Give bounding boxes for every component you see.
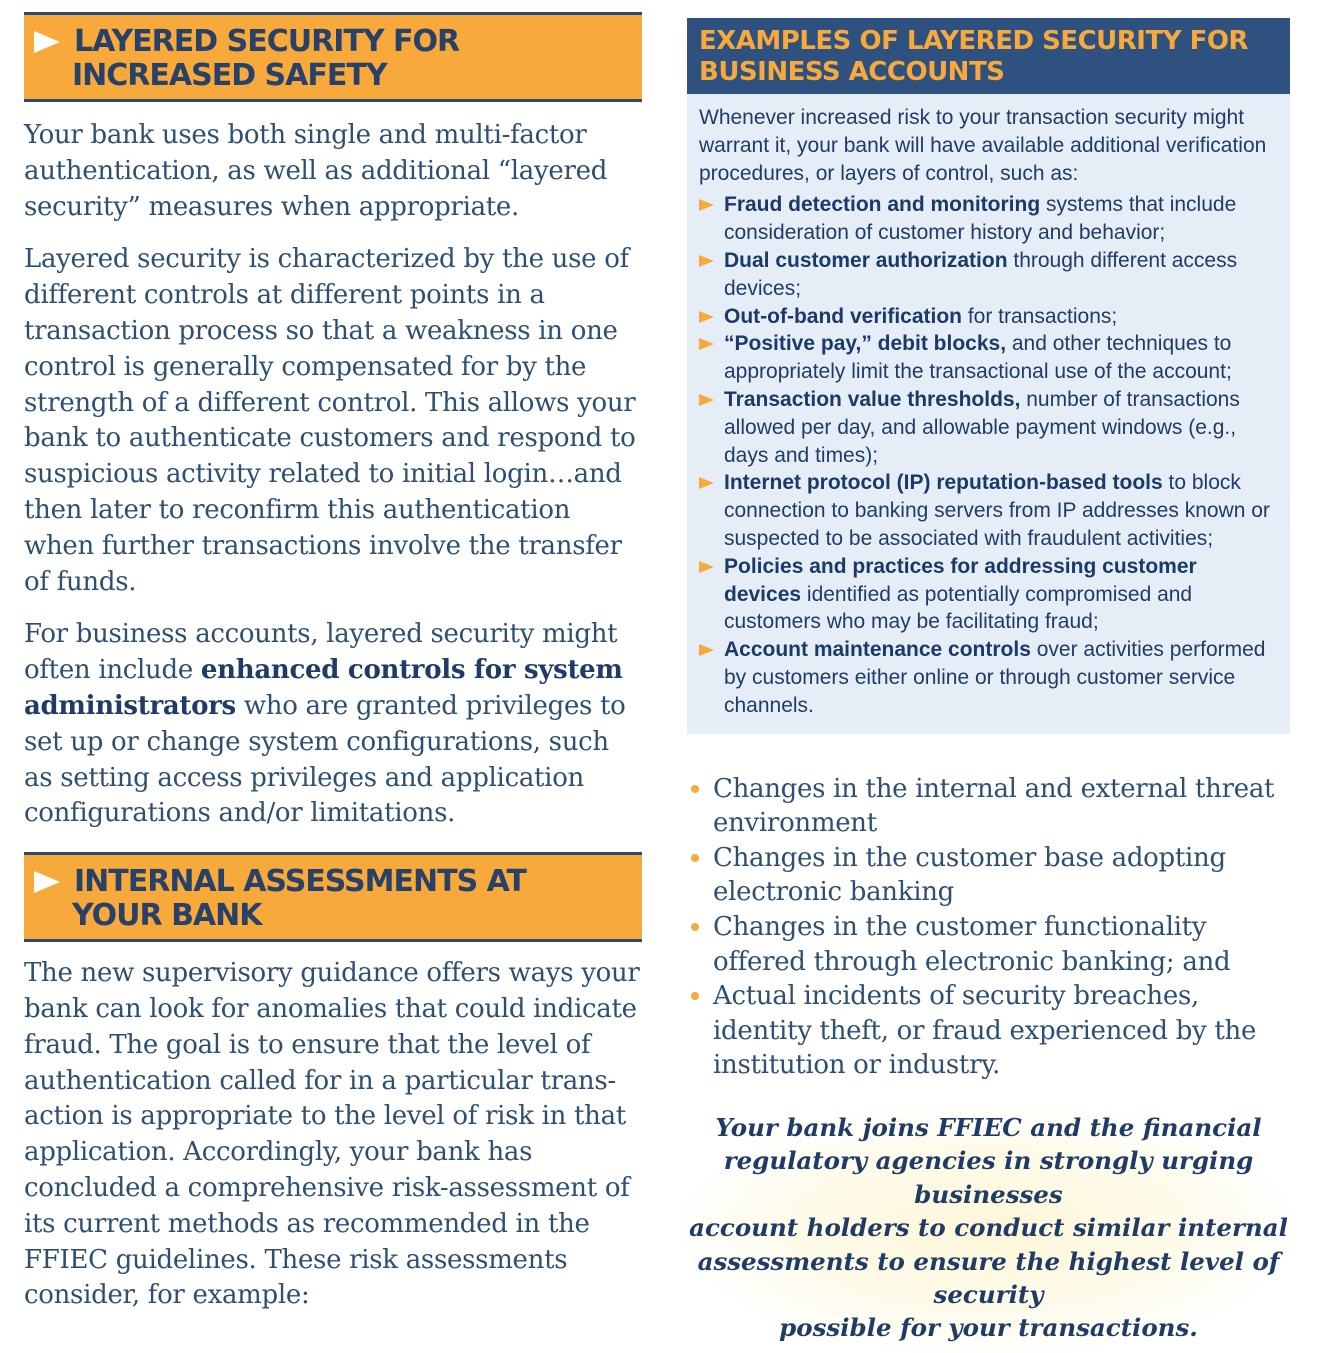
internal-paragraph: The new supervisory guidance offers ways your bank can look for anomalies that could indicate fraud. The goal is to ensure that the level of authentication called for in a particular trans-action is appropriate to the level of risk in that application. Accordingly, your bank has concluded a comprehensive risk-assessment of its current methods as recommended in the FFIEC guidelines. These risk assessments consider, for example: xyxy=(24,958,640,1311)
right-column xyxy=(687,18,1290,1353)
item-text: for transactions; xyxy=(962,304,1118,328)
closing-line: Your bank joins FFIEC and the financial xyxy=(715,1112,1262,1142)
arrow-bullet-icon xyxy=(699,199,714,211)
item-bold: Out-of-band verification xyxy=(724,304,962,328)
paragraph-text: For business accounts, layered security might often include xyxy=(24,619,618,686)
title-line: INTERNAL ASSESSMENTS AT xyxy=(74,864,526,900)
item-text: Actual incidents of security breaches, identity theft, or fraud experienced by the institution or industry. xyxy=(713,981,1257,1081)
item-bold: Policies and practices for addressing customer devices xyxy=(724,554,1197,606)
examples-list xyxy=(699,191,1274,719)
internal-assessments-header xyxy=(24,852,642,942)
list-item xyxy=(699,386,1274,469)
layered-security-title xyxy=(74,25,630,93)
arrow-bullet-icon xyxy=(699,311,714,323)
list-item xyxy=(699,303,1274,331)
title-line: EXAMPLES OF LAYERED SECURITY FOR xyxy=(699,26,1248,56)
bullet-dot-icon xyxy=(691,923,699,931)
examples-body xyxy=(687,94,1290,734)
item-bold: Internet protocol (IP) reputation-based tools xyxy=(724,471,1163,495)
item-text: number of transactions allowed per day, and allowable payment windows (e.g., days and times); xyxy=(724,387,1240,467)
layered-security-header xyxy=(24,12,642,102)
title-line: LAYERED SECURITY FOR xyxy=(74,24,460,59)
paragraph-text: who are granted privileges to set up or change system configurations, such as setting access privileges and application configurations and/or limitations. xyxy=(24,690,626,829)
item-bold: Fraud detection and monitoring xyxy=(724,193,1041,217)
item-bold: Transaction value thresholds, xyxy=(724,387,1021,411)
arrow-bullet-icon xyxy=(699,477,714,489)
list-item xyxy=(699,469,1274,552)
closing-line: possible for your transactions. xyxy=(779,1313,1198,1343)
arrow-icon xyxy=(34,871,60,893)
list-item xyxy=(687,979,1290,1083)
list-item xyxy=(687,910,1290,979)
arrow-bullet-icon xyxy=(699,338,714,350)
examples-box xyxy=(687,18,1290,734)
list-item xyxy=(699,553,1274,636)
list-item xyxy=(699,247,1274,303)
list-item xyxy=(687,841,1290,910)
item-text: to block connection to banking servers from IP addresses known or suspected to be associated with fraudulent activities; xyxy=(724,471,1270,550)
item-bold: “Positive pay,” debit blocks, xyxy=(724,332,1007,356)
item-text: Changes in the customer base adopting electronic banking xyxy=(713,842,1226,908)
left-column xyxy=(24,12,642,1314)
layered-paragraph-3 xyxy=(24,617,642,832)
closing-line: assessments to ensure the highest level of security xyxy=(697,1246,1280,1309)
closing-statement xyxy=(687,1105,1290,1353)
examples-intro: Whenever increased risk to your transaction security might warrant it, your bank will have available additional verification procedures, or layers of control, such as: xyxy=(699,106,1267,185)
closing-line: account holders to conduct similar internal xyxy=(689,1213,1288,1243)
arrow-icon xyxy=(34,31,60,53)
bullet-dot-icon xyxy=(691,785,699,793)
item-text: identified as potentially compromised and customers who may be facilitating fraud; xyxy=(724,582,1193,634)
item-text: Changes in the customer functionality offered through electronic banking; and xyxy=(713,911,1231,977)
item-text: and other techniques to appropriately limit the transactional use of the account; xyxy=(724,332,1232,384)
considerations-list xyxy=(687,772,1290,1083)
arrow-bullet-icon xyxy=(699,255,714,267)
item-text: over activities performed by customers either online or through customer service channels. xyxy=(724,638,1266,717)
bullet-dot-icon xyxy=(691,992,699,1000)
list-item xyxy=(699,636,1274,719)
title-line: BUSINESS ACCOUNTS xyxy=(699,57,1005,87)
title-line: INCREASED SAFETY xyxy=(72,58,387,93)
item-bold: Account maintenance controls xyxy=(724,638,1031,662)
layered-paragraph-1: Your bank uses both single and multi-factor authentication, as well as additional “layered security” measures when appropriate. xyxy=(24,120,608,222)
bullet-dot-icon xyxy=(691,854,699,862)
item-bold: Dual customer authorization xyxy=(724,248,1008,272)
item-text: Changes in the internal and external threat environment xyxy=(713,773,1275,839)
item-text: systems that include consideration of customer history and behavior; xyxy=(724,193,1237,245)
arrow-bullet-icon xyxy=(699,394,714,406)
closing-line: regulatory agencies in strongly urging businesses xyxy=(723,1146,1254,1209)
item-text: through different access devices; xyxy=(724,248,1238,300)
list-item xyxy=(699,330,1274,386)
list-item xyxy=(687,772,1290,841)
internal-assessments-title xyxy=(74,865,630,933)
bold-phrase: enhanced controls for system administrators xyxy=(24,655,623,721)
title-line: YOUR BANK xyxy=(72,898,262,934)
arrow-bullet-icon xyxy=(699,561,714,573)
examples-header xyxy=(687,18,1290,94)
layered-paragraph-2: Layered security is characterized by the use of different controls at different points in a transaction process so that a weakness in one control is generally compensated for by the strength of a different control. This allows your bank to authenticate customers and respond to suspicious activity related to initial login…and then later to reconfirm this authentication when further transactions involve the transfer of funds. xyxy=(24,244,636,597)
arrow-bullet-icon xyxy=(699,644,714,656)
list-item xyxy=(699,191,1274,247)
